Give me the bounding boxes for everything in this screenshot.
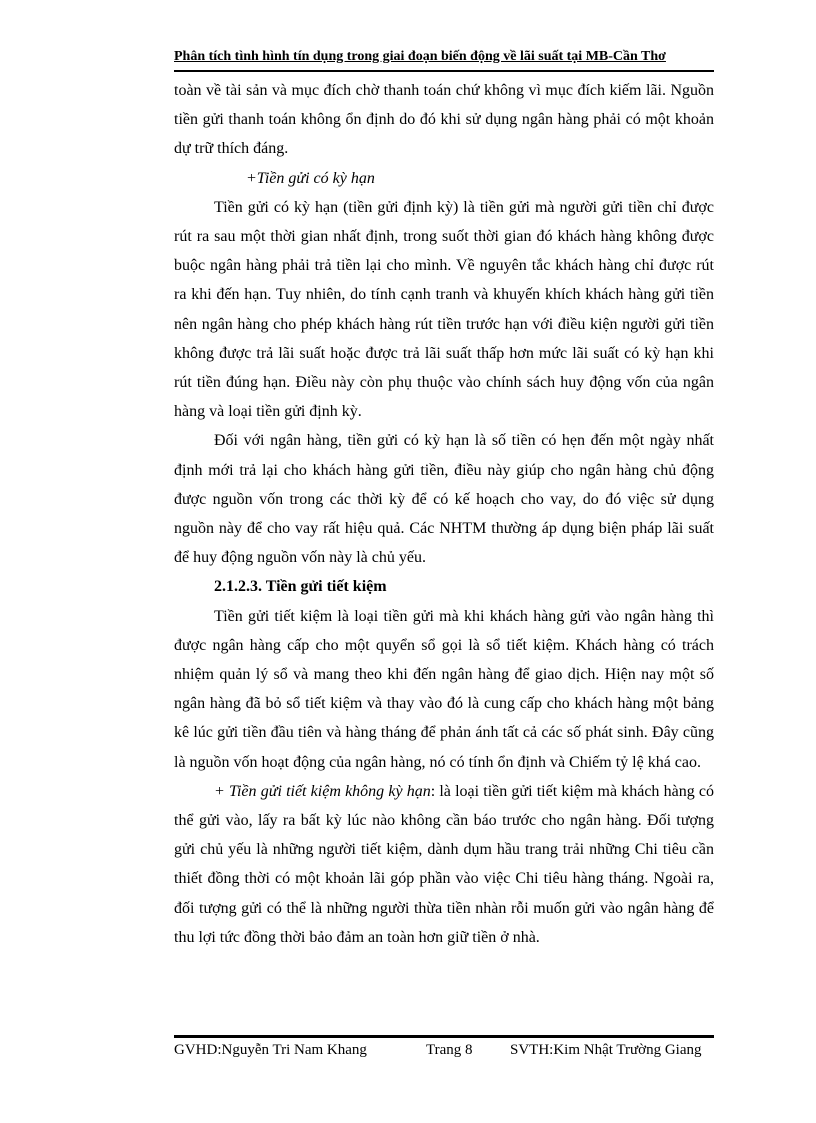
paragraph-term-deposit-bank-view: Đối với ngân hàng, tiền gửi có kỳ hạn là số tiền có hẹn đến một ngày nhất định mới trả lại cho khách hàng gửi tiền, điều này giúp cho ngân hàng chủ động được nguồn vốn trong các thời kỳ để có kế hoạch cho vay, do đó việc sử dụng nguồn này để cho vay rất hiệu quả. Các NHTM thường áp dụng biện pháp lãi suất để huy động nguồn vốn này là chủ yếu. [174, 432, 714, 567]
running-header-title: Phân tích tình hình tín dụng trong giai đoạn biến động về lãi suất tại MB-Cần Thơ [174, 49, 666, 64]
paragraph-term-deposit-definition: Tiền gửi có kỳ hạn (tiền gửi định kỳ) là tiền gửi mà người gửi tiền chỉ được rút ra sau một thời gian nhất định, trong suốt thời gian đó khách hàng không được buộc ngân hàng phải trả tiền lại cho mình. Về nguyên tắc khách hàng chỉ được rút ra khi đến hạn. Tuy nhiên, do tính cạnh tranh và khuyến khích khách hàng gửi tiền nên ngân hàng cho phép khách hàng rút tiền trước hạn với điều kiện người gửi tiền không được trả lãi suất hoặc được trả lãi suất thấp hơn mức lãi suất có kỳ hạn khi rút tiền đúng hạn. Điều này còn phụ thuộc vào chính sách huy động vốn của ngân hàng và loại tiền gửi định kỳ. [174, 198, 714, 421]
demand-savings-description: : là loại tiền gửi tiết kiệm mà khách hàng có thể gửi vào, lấy ra bất kỳ lúc nào không cần báo trước cho ngân hàng. Đối tượng gửi chủ yếu là những người tiết kiệm, dành dụm hầu trang trải những Chi tiêu cần thiết đồng thời có một khoản lãi góp phần vào việc Chi tiêu hàng tháng. Ngoài ra, đối tượng gửi có thể là những người thừa tiền nhàn rỗi muốn gửi vào ngân hàng để thu lợi tức đồng thời bảo đảm an toàn hơn giữ tiền ở nhà. [174, 782, 714, 946]
footer-supervisor: GVHD:Nguyễn Tri Nam Khang [174, 1042, 367, 1058]
footer-page-number: Trang 8 [426, 1042, 473, 1058]
subheading-term-deposit: +Tiền gửi có kỳ hạn [246, 169, 375, 187]
paragraph-demand-savings [174, 777, 714, 952]
header-divider [174, 70, 714, 72]
paragraph-savings-deposit-definition: Tiền gửi tiết kiệm là loại tiền gửi mà khi khách hàng gửi vào ngân hàng thì được ngân hàng cấp cho một quyển sổ gọi là sổ tiết kiệm. Khách hàng có trách nhiệm quản lý sổ và mang theo khi đến ngân hàng để giao dịch. Hiện nay một số ngân hàng đã bỏ sổ tiết kiệm và thay vào đó là cung cấp cho khách hàng một bảng kê lúc gửi tiền đầu tiên và hàng tháng để phản ánh tất cả các số phát sinh. Đây cũng là nguồn vốn hoạt động của ngân hàng, nó có tính ổn định và Chiếm tỷ lệ khá cao. [174, 607, 714, 771]
footer-divider [174, 1035, 714, 1038]
section-heading-savings-deposit: 2.1.2.3. Tiền gửi tiết kiệm [214, 578, 387, 596]
paragraph-continuation: toàn về tài sản và mục đích chờ thanh toán chứ không vì mục đích kiếm lãi. Nguồn tiền gửi thanh toán không ổn định do đó khi sử dụng ngân hàng phải có một khoản dự trữ thích đáng. [174, 82, 714, 158]
footer-student: SVTH:Kim Nhật Trường Giang [510, 1042, 702, 1058]
page-body [174, 76, 714, 952]
demand-savings-term: + Tiền gửi tiết kiệm không kỳ hạn [214, 782, 431, 800]
